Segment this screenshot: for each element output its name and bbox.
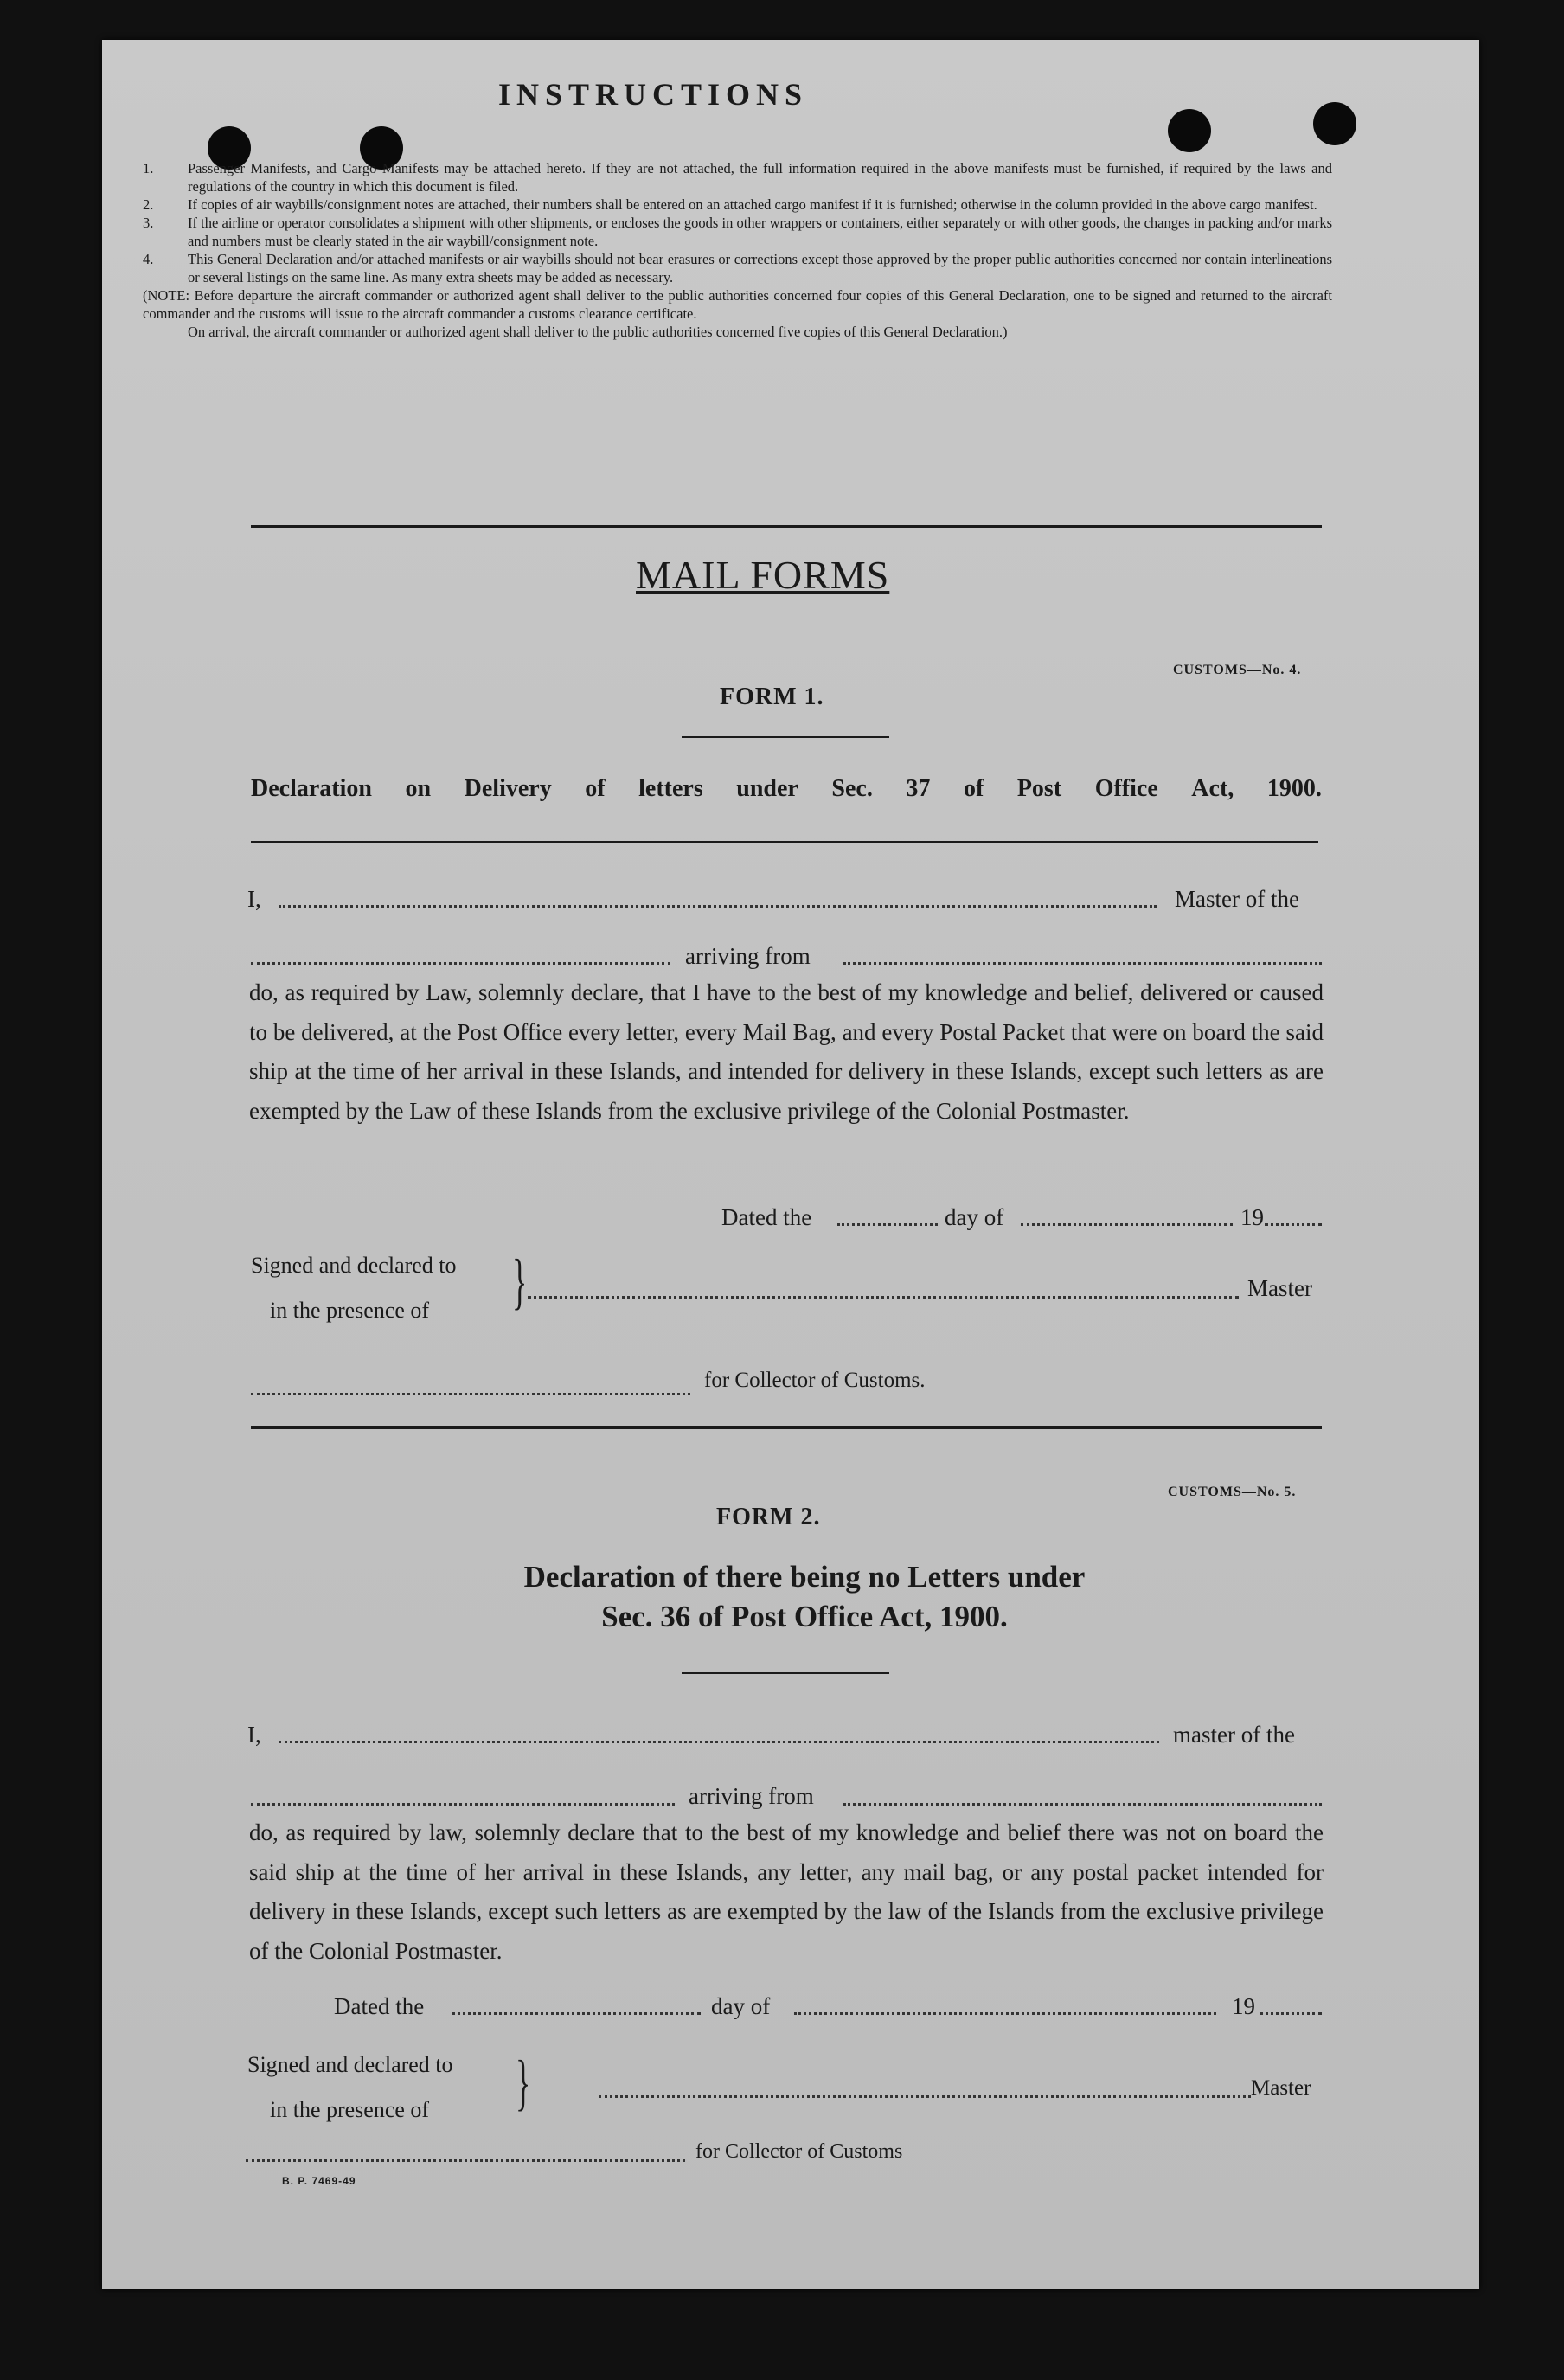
form2-i-label: I, xyxy=(247,1722,261,1748)
form2-master-label: Master xyxy=(1251,2076,1311,2100)
form1-date-field[interactable] xyxy=(837,1223,938,1226)
mail-forms-heading: MAIL FORMS xyxy=(636,553,890,597)
form2-declaration: Declaration of there being no Letters under Sec. 36 of Post Office Act, 1900. xyxy=(523,1560,1086,1633)
form1-name-field[interactable] xyxy=(279,905,1157,908)
form1-arriving-from-label: arriving from xyxy=(685,943,811,969)
form1-year-field[interactable] xyxy=(1265,1223,1322,1226)
form1-collector-signature-field[interactable] xyxy=(251,1393,690,1395)
form2-month-field[interactable] xyxy=(794,2012,1216,2015)
form2-name-field[interactable] xyxy=(279,1741,1159,1743)
form2-body: do, as required by law, solemnly declare that to the best of my knowledge and belief there was not on board the said ship at the time of her arrival in these Islands, any letter, any mail bag, or any postal packet intended for delivery in these Islands, except such letters as are exempted by the law of the Islands from the exclusive privilege of the Colonial Postmaster. xyxy=(249,1819,1324,1964)
form1-master-label: Master xyxy=(1247,1275,1312,1301)
instruction-item: 2. If copies of air waybills/consignment notes are attached, their numbers shall be entered on an attached cargo manifest if it is furnished; otherwise in the column provided in the above cargo manifest. xyxy=(143,196,1317,213)
instruction-note-arrival: On arrival, the aircraft commander or authorized agent shall deliver to the public authorities concerned five copies of this General Declaration.) xyxy=(188,324,1008,340)
form2-year-prefix: 19 xyxy=(1232,1993,1255,2019)
form1-title-rule xyxy=(682,736,889,738)
form1-declaration: Declaration on Delivery of letters under Sec. 37 of Post Office Act, 1900. xyxy=(251,775,1322,802)
form2-collector-signature-field[interactable] xyxy=(246,2159,685,2162)
instruction-note: (NOTE: Before departure the aircraft commander or authorized agent shall deliver to the public authorities concerned four copies of this General Declaration, one to be signed and returned to the aircraft commander and the customs will issue to the aircraft commander a customs clearance certificate. xyxy=(143,287,1332,322)
form2-arriving-from-label: arriving from xyxy=(689,1783,814,1809)
form1-year-prefix: 19 xyxy=(1240,1204,1264,1230)
form1-month-field[interactable] xyxy=(1021,1223,1233,1226)
instruction-item: 3. If the airline or operator consolidates a shipment with other shipments, or encloses the goods in other wrappers or containers, either separately or with other goods, the changes in packing and/or marks and numbers must be clearly stated in the air waybill/consignment note. xyxy=(143,215,1332,249)
instruction-item: 1. Passenger Manifests, and Cargo Manifests may be attached hereto. If they are not attached, the full information required in the above manifests must be furnished, if required by the laws and regulations of the country in which this document is filed. xyxy=(143,160,1332,195)
print-code: B. P. 7469-49 xyxy=(282,2175,356,2187)
instructions-list xyxy=(143,159,1332,341)
form2-date-field[interactable] xyxy=(452,2012,701,2015)
form1-dated-the: Dated the xyxy=(721,1204,812,1230)
punch-hole-right-1 xyxy=(1168,109,1211,152)
form1-body: do, as required by Law, solemnly declare, that I have to the best of my knowledge and belief, delivered or caused to be delivered, at the Post Office every letter, every Mail Bag, and every Postal Packet that were on board the said ship at the time of her arrival in these Islands, and intended for delivery in these Islands, except such letters as are exempted by the Law of these Islands from the exclusive privilege of the Colonial Postmaster. xyxy=(249,979,1324,1124)
form2-brace: } xyxy=(516,2048,531,2117)
form1-presence-label: in the presence of xyxy=(270,1298,430,1323)
form2-master-of-the: master of the xyxy=(1173,1722,1295,1748)
form1-collector-label: for Collector of Customs. xyxy=(704,1369,926,1392)
form1-master-signature-field[interactable] xyxy=(528,1296,1239,1299)
form2-customs-number: CUSTOMS—No. 5. xyxy=(1168,1485,1297,1499)
form1-brace: } xyxy=(512,1247,528,1316)
form2-year-field[interactable] xyxy=(1260,2012,1322,2015)
instructions-title: INSTRUCTIONS xyxy=(498,77,809,112)
form1-customs-number: CUSTOMS—No. 4. xyxy=(1173,663,1302,677)
form1-master-of-the: Master of the xyxy=(1175,886,1299,912)
instruction-item: 4. This General Declaration and/or attached manifests or air waybills should not bear erasures or corrections except those approved by the proper public authorities concerned nor contain interlineations or several listings on the same line. As many extra sheets may be added as necessary. xyxy=(143,251,1332,285)
form2-signed-label: Signed and declared to xyxy=(247,2052,453,2077)
form2-title: FORM 2. xyxy=(716,1504,821,1530)
form1-arriving-from-field[interactable] xyxy=(843,962,1322,965)
form1-ship-field[interactable] xyxy=(251,962,670,965)
form2-collector-label: for Collector of Customs xyxy=(695,2140,903,2163)
form2-presence-label: in the presence of xyxy=(270,2097,430,2122)
punch-hole-right-2 xyxy=(1313,102,1356,145)
form1-title: FORM 1. xyxy=(720,683,824,710)
divider-middle xyxy=(251,1426,1322,1429)
form2-title-rule xyxy=(682,1672,889,1674)
form2-ship-field[interactable] xyxy=(251,1803,675,1806)
form2-dated-the: Dated the xyxy=(334,1993,425,2019)
form2-arriving-from-field[interactable] xyxy=(843,1803,1322,1806)
form1-signed-label: Signed and declared to xyxy=(251,1253,457,1278)
divider-top xyxy=(251,525,1322,528)
form1-declaration-rule xyxy=(251,841,1318,843)
form2-master-signature-field[interactable] xyxy=(599,2095,1251,2098)
form2-day-of: day of xyxy=(711,1993,771,2019)
form1-i-label: I, xyxy=(247,886,261,912)
form1-day-of: day of xyxy=(945,1204,1004,1230)
